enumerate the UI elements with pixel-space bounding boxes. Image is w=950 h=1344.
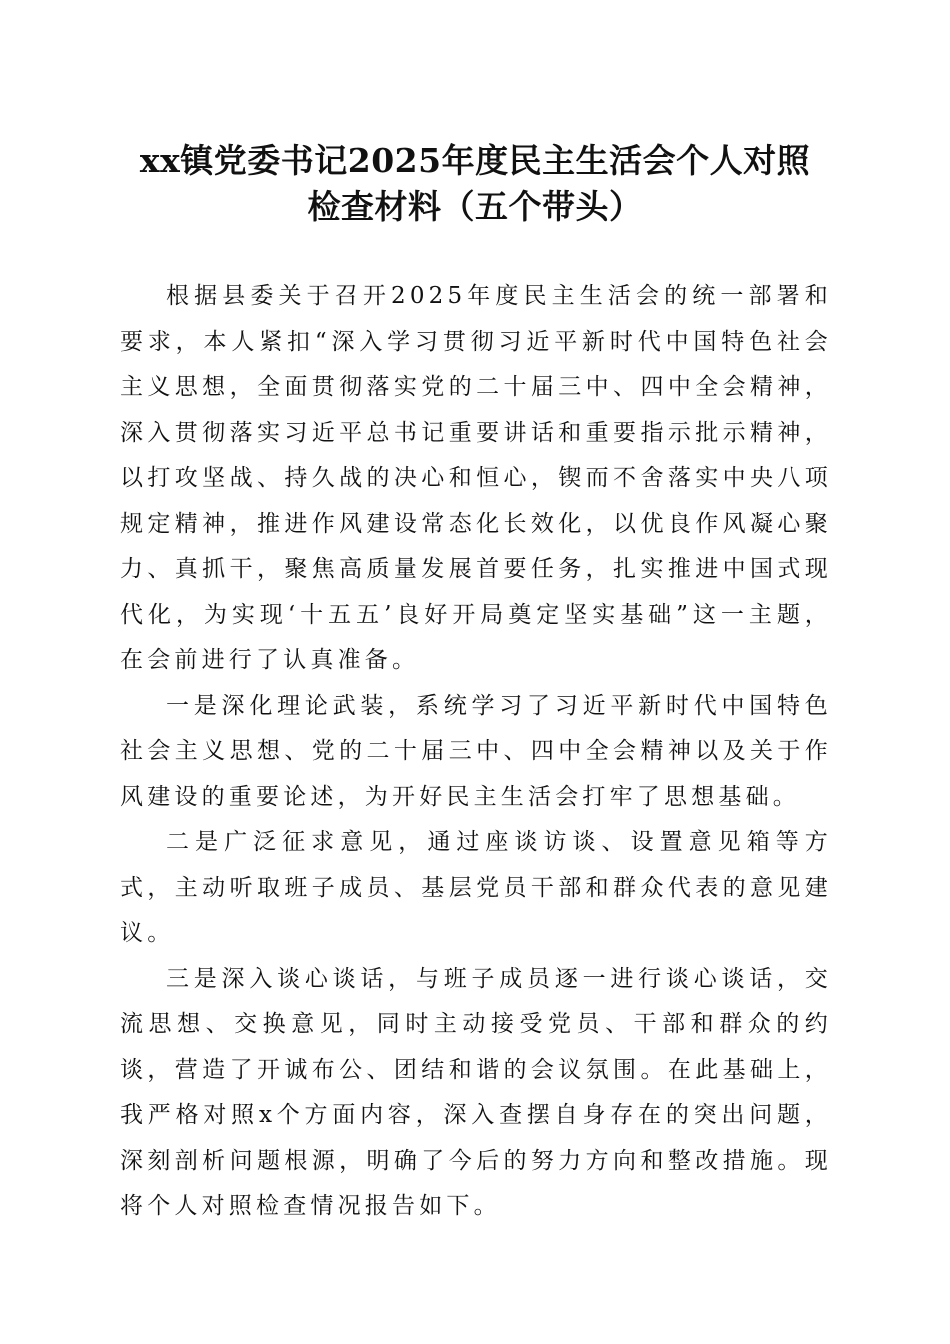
- document-body: [120, 274, 832, 1230]
- paragraph-heart-to-heart-talks: 三是深入谈心谈话，与班子成员逐一进行谈心谈话，交流思想、交换意见，同时主动接受党员、干部和群众的约谈，营造了开诚布公、团结和谐的会议氛围。在此基础上，我严格对照x个方面内容，深入查摆自身存在的突出问题，深刻剖析问题根源，明确了今后的努力方向和整改措施。现将个人对照检查情况报告如下。: [120, 965, 832, 1219]
- paragraph-theory-study: 一是深化理论武装，系统学习了习近平新时代中国特色社会主义思想、党的二十届三中、四中全会精神以及关于作风建设的重要论述，为开好民主生活会打牢了思想基础。: [120, 692, 832, 810]
- document-title-line-2: 检查材料（五个带头）: [307, 187, 643, 226]
- paragraph-intro: 根据县委关于召开2025年度民主生活会的统一部署和要求，本人紧扣“深入学习贯彻习近平新时代中国特色社会主义思想，全面贯彻落实党的二十届三中、四中全会精神，深入贯彻落实习近平总书记重要讲话和重要指示批示精神，以打攻坚战、持久战的决心和恒心，锲而不舍落实中央八项规定精神，推进作风建设常态化长效化，以优良作风凝心聚力、真抓干，聚焦高质量发展首要任务，扎实推进中国式现代化，为实现‘十五五’良好开局奠定坚实基础”这一主题，在会前进行了认真准备。: [120, 283, 832, 673]
- paragraph-solicit-opinions: 二是广泛征求意见，通过座谈访谈、设置意见箱等方式，主动听取班子成员、基层党员干部和群众代表的意见建议。: [120, 829, 832, 946]
- document-title-line-1: xx镇党委书记2025年度民主生活会个人对照: [139, 141, 811, 180]
